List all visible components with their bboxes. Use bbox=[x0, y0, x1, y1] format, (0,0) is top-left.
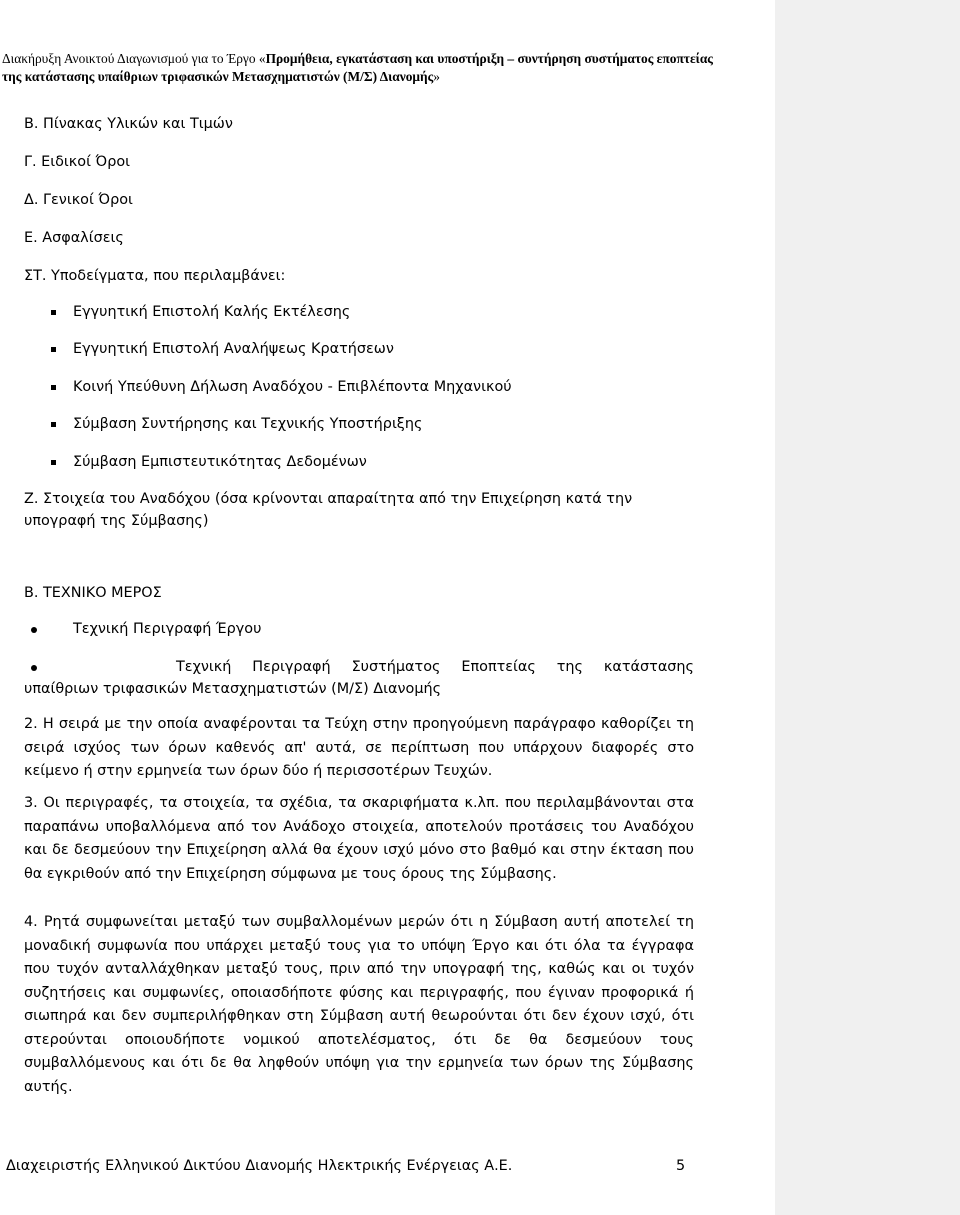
list-item-b: Β. Πίνακας Υλικών και Τιμών bbox=[24, 116, 233, 132]
z-item-line-2: υπογραφή της Σύμβασης) bbox=[24, 513, 209, 529]
model-item: Εγγυητική Επιστολή Καλής Εκτέλεσης bbox=[73, 304, 351, 320]
list-item-e: Ε. Ασφαλίσεις bbox=[24, 230, 124, 246]
technical-section-title: Β. ΤΕΧΝΙΚΟ ΜΕΡΟΣ bbox=[24, 585, 162, 601]
header-line-2: της κατάστασης υπαίθριων τριφασικών Μετασχηματιστών (Μ/Σ) Διανομής» bbox=[2, 69, 440, 84]
model-item: Σύμβαση Εμπιστευτικότητας Δεδομένων bbox=[73, 454, 367, 470]
list-item-d: Δ. Γενικοί Όροι bbox=[24, 192, 133, 208]
technical-item-2-line-1: Τεχνική Περιγραφή Συστήματος Εποπτείας της κατάστασης bbox=[176, 659, 694, 675]
dot-bullet-icon bbox=[31, 627, 37, 633]
list-item-st: ΣΤ. Υποδείγματα, που περιλαμβάνει: bbox=[24, 268, 286, 284]
comment-margin bbox=[775, 0, 960, 1215]
square-bullet-icon bbox=[51, 347, 56, 352]
square-bullet-icon bbox=[51, 310, 56, 315]
document-header bbox=[2, 50, 952, 86]
technical-item-1: Τεχνική Περιγραφή Έργου bbox=[73, 621, 262, 637]
technical-item-2-line-2: υπαίθριων τριφασικών Μετασχηματιστών (Μ/Σ) Διανομής bbox=[24, 681, 442, 697]
square-bullet-icon bbox=[51, 385, 56, 390]
list-item-g: Γ. Ειδικοί Όροι bbox=[24, 154, 131, 170]
square-bullet-icon bbox=[51, 422, 56, 427]
model-item: Σύμβαση Συντήρησης και Τεχνικής Υποστήριξης bbox=[73, 416, 423, 432]
paragraph-2: 2. Η σειρά με την οποία αναφέρονται τα Τεύχη στην προηγούμενη παράγραφο καθορίζει τη σειρά ισχύος των όρων καθενός απ' αυτά, σε περίπτωση που υπάρχουν διαφορές στο κείμενο ή στην ερμηνεία των όρων δύο ή περισσοτέρων Τευχών. bbox=[24, 716, 694, 779]
paragraph-4: 4. Ρητά συμφωνείται μεταξύ των συμβαλλομένων μερών ότι η Σύμβαση αυτή αποτελεί τη μοναδική συμφωνία που υπάρχει μεταξύ τους για το υπόψη Έργο και ότι όλα τα έγγραφα που τυχόν ανταλλάχθηκαν μεταξύ τους, πριν από την υπογραφή της, καθώς και οι τυχόν συζητήσεις και συμφωνίες, οποιασδήποτε φύσης και περιγραφής, που έγιναν προφορικά ή σιωπηρά και δεν συμπεριλήφθηκαν στη Σύμβαση αυτή θεωρούνται ότι δεν έχουν ισχύ, ότι στερούνται οποιουδήποτε νομικού αποτελέσματος, ότι δε θα δεσμεύουν τους συμβαλλόμενους και ότι δε θα ληφθούν υπόψη για την ερμηνεία των όρων της Σύμβασης αυτής. bbox=[24, 914, 694, 1095]
model-item: Εγγυητική Επιστολή Αναλήψεως Κρατήσεων bbox=[73, 341, 394, 357]
model-item: Κοινή Υπεύθυνη Δήλωση Αναδόχου - Επιβλέποντα Μηχανικού bbox=[73, 379, 512, 395]
footer-organization: Διαχειριστής Ελληνικού Δικτύου Διανομής Ηλεκτρικής Ενέργειας Α.Ε. bbox=[6, 1158, 513, 1174]
header-line-1: Διακήρυξη Ανοικτού Διαγωνισμού για το Έργο «Προμήθεια, εγκατάσταση και υποστήριξη – συντήρηση συστήματος εποπτείας bbox=[2, 51, 713, 66]
page-number: 5 bbox=[676, 1158, 686, 1174]
square-bullet-icon bbox=[51, 460, 56, 465]
z-item-line-1: Ζ. Στοιχεία του Αναδόχου (όσα κρίνονται απαραίτητα από την Επιχείρηση κατά την bbox=[24, 491, 633, 507]
dot-bullet-icon bbox=[31, 665, 37, 671]
paragraph-3: 3. Οι περιγραφές, τα στοιχεία, τα σχέδια, τα σκαριφήματα κ.λπ. που περιλαμβάνονται στα παραπάνω υποβαλλόμενα από τον Ανάδοχο στοιχεία, αποτελούν προτάσεις του Αναδόχου και δε δεσμεύουν την Επιχείρηση αλλά θα έχουν ισχύ μόνο στο βαθμό και στην έκταση που θα εγκριθούν από την Επιχείρηση σύμφωνα με τους όρους της Σύμβασης. bbox=[24, 795, 694, 882]
